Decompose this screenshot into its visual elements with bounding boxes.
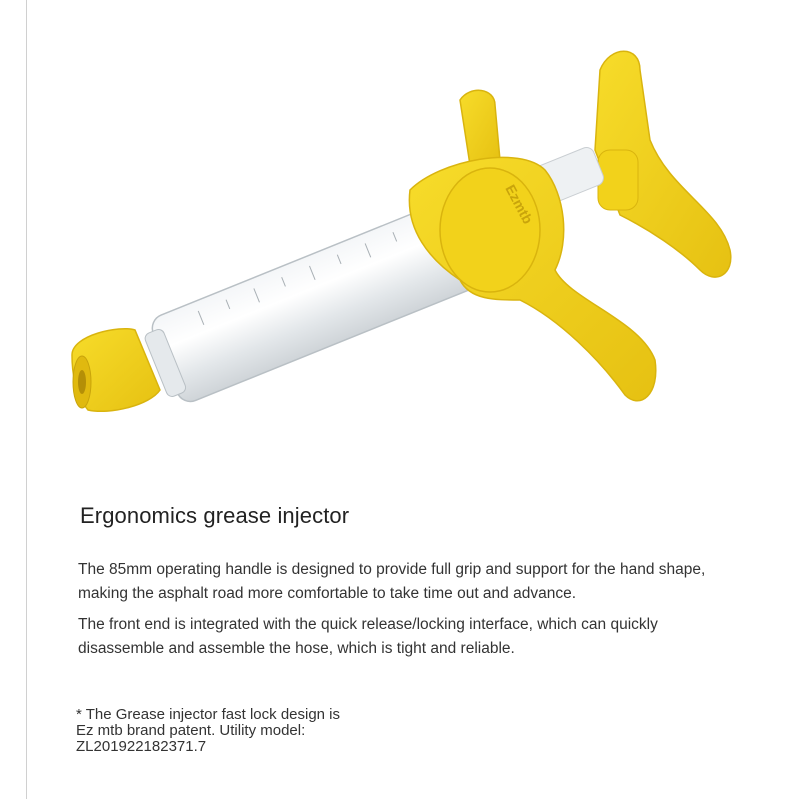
footnote-line: Ez mtb brand patent. Utility model:: [76, 722, 306, 739]
description-paragraph: The 85mm operating handle is designed to provide full grip and support for the hand shape, making the asphalt road more comfortable to take time out and advance.: [78, 561, 706, 602]
brand-mark: Ezmtb: [502, 181, 537, 227]
description-paragraph: The front end is integrated with the quick release/locking interface, which can quickly disassemble and assemble the hose, which is tight and reliable.: [78, 616, 658, 657]
footnote-line: * The Grease injector fast lock design is: [76, 706, 341, 723]
patent-footnote: [76, 707, 340, 755]
footnote-line: ZL201922182371.7: [76, 738, 207, 755]
page-title: Ergonomics grease injector: [80, 503, 350, 528]
plunger-handle: [595, 51, 731, 277]
